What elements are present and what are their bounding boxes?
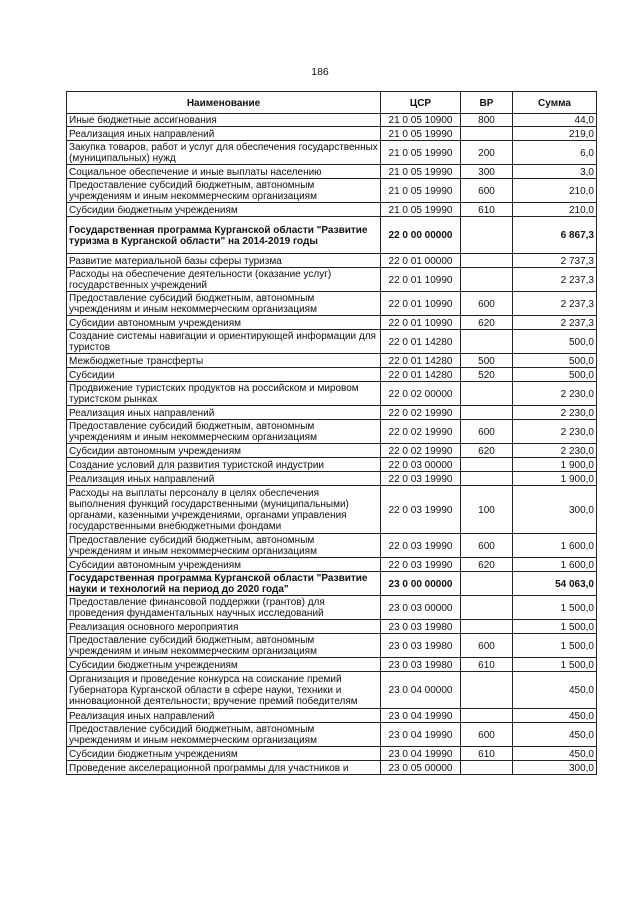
row-csr-cell: 23 0 04 19990 bbox=[381, 747, 461, 761]
row-csr-cell: 23 0 03 19980 bbox=[381, 620, 461, 634]
row-vr-cell bbox=[461, 596, 513, 620]
row-csr-cell: 21 0 05 19990 bbox=[381, 127, 461, 141]
table-row bbox=[67, 354, 597, 368]
table-row bbox=[67, 316, 597, 330]
row-name-cell: Расходы на обеспечение деятельности (оказание услуг) государственных учреждений bbox=[67, 268, 381, 292]
table-row bbox=[67, 268, 597, 292]
table-row bbox=[67, 368, 597, 382]
row-name-cell: Государственная программа Курганской области "Развитие туризма в Курганской области" на 2014-2019 годы bbox=[67, 217, 381, 254]
row-name-cell: Организация и проведение конкурса на соискание премий Губернатора Курганской области в сфере науки, техники и инновационной деятельности; вручение премий победителям bbox=[67, 672, 381, 709]
header-name: Наименование bbox=[67, 92, 381, 114]
table-row bbox=[67, 254, 597, 268]
row-csr-cell: 22 0 01 00000 bbox=[381, 254, 461, 268]
page-number: 186 bbox=[311, 66, 329, 78]
row-vr-cell: 620 bbox=[461, 558, 513, 572]
row-vr-cell: 600 bbox=[461, 534, 513, 558]
table-row bbox=[67, 634, 597, 658]
row-csr-cell: 23 0 04 00000 bbox=[381, 672, 461, 709]
table-body bbox=[67, 114, 597, 775]
budget-table bbox=[66, 91, 597, 775]
row-name-cell: Субсидии бюджетным учреждениям bbox=[67, 747, 381, 761]
row-sum-cell: 500,0 bbox=[513, 330, 597, 354]
header-vr: ВР bbox=[461, 92, 513, 114]
row-vr-cell: 610 bbox=[461, 747, 513, 761]
table-row bbox=[67, 179, 597, 203]
row-sum-cell: 210,0 bbox=[513, 179, 597, 203]
row-vr-cell: 600 bbox=[461, 292, 513, 316]
row-name-cell: Предоставление субсидий бюджетным, автономным учреждениям и иным некоммерческим организациям bbox=[67, 534, 381, 558]
row-sum-cell: 3,0 bbox=[513, 165, 597, 179]
row-name-cell: Предоставление субсидий бюджетным, автономным учреждениям и иным некоммерческим организациям bbox=[67, 179, 381, 203]
row-sum-cell: 450,0 bbox=[513, 672, 597, 709]
table-row bbox=[67, 114, 597, 127]
row-vr-cell bbox=[461, 709, 513, 723]
row-vr-cell bbox=[461, 406, 513, 420]
row-csr-cell: 21 0 05 19990 bbox=[381, 141, 461, 165]
row-name-cell: Реализация иных направлений bbox=[67, 406, 381, 420]
table-row bbox=[67, 620, 597, 634]
table-row bbox=[67, 127, 597, 141]
row-vr-cell bbox=[461, 254, 513, 268]
row-vr-cell bbox=[461, 330, 513, 354]
row-vr-cell bbox=[461, 458, 513, 472]
row-sum-cell: 1 500,0 bbox=[513, 620, 597, 634]
row-name-cell: Реализация основного мероприятия bbox=[67, 620, 381, 634]
row-csr-cell: 21 0 05 19990 bbox=[381, 203, 461, 217]
table-row bbox=[67, 596, 597, 620]
row-sum-cell: 1 900,0 bbox=[513, 458, 597, 472]
row-csr-cell: 22 0 03 19990 bbox=[381, 472, 461, 486]
row-vr-cell: 600 bbox=[461, 723, 513, 747]
row-csr-cell: 22 0 02 19990 bbox=[381, 406, 461, 420]
row-name-cell: Реализация иных направлений bbox=[67, 472, 381, 486]
row-csr-cell: 22 0 01 14280 bbox=[381, 354, 461, 368]
row-vr-cell bbox=[461, 572, 513, 596]
row-sum-cell: 2 230,0 bbox=[513, 382, 597, 406]
row-vr-cell bbox=[461, 672, 513, 709]
row-vr-cell: 620 bbox=[461, 316, 513, 330]
row-name-cell: Государственная программа Курганской области "Развитие науки и технологий на период до 2020 года" bbox=[67, 572, 381, 596]
row-sum-cell: 2 737,3 bbox=[513, 254, 597, 268]
row-sum-cell: 54 063,0 bbox=[513, 572, 597, 596]
row-csr-cell: 22 0 01 10990 bbox=[381, 316, 461, 330]
row-vr-cell bbox=[461, 382, 513, 406]
row-name-cell: Иные бюджетные ассигнования bbox=[67, 114, 381, 127]
table-row bbox=[67, 658, 597, 672]
row-name-cell: Проведение акселерационной программы для участников и bbox=[67, 761, 381, 775]
row-csr-cell: 22 0 01 14280 bbox=[381, 330, 461, 354]
row-csr-cell: 21 0 05 19990 bbox=[381, 179, 461, 203]
table-row bbox=[67, 165, 597, 179]
table-header-row bbox=[67, 92, 597, 114]
row-name-cell: Предоставление субсидий бюджетным, автономным учреждениям и иным некоммерческим организациям bbox=[67, 292, 381, 316]
row-vr-cell bbox=[461, 217, 513, 254]
row-name-cell: Предоставление субсидий бюджетным, автономным учреждениям и иным некоммерческим организациям bbox=[67, 723, 381, 747]
row-vr-cell bbox=[461, 472, 513, 486]
row-sum-cell: 1 900,0 bbox=[513, 472, 597, 486]
row-sum-cell: 2 230,0 bbox=[513, 406, 597, 420]
row-csr-cell: 23 0 03 19980 bbox=[381, 658, 461, 672]
row-name-cell: Субсидии бюджетным учреждениям bbox=[67, 203, 381, 217]
row-vr-cell: 500 bbox=[461, 354, 513, 368]
row-name-cell: Социальное обеспечение и иные выплаты населению bbox=[67, 165, 381, 179]
row-name-cell: Развитие материальной базы сферы туризма bbox=[67, 254, 381, 268]
row-sum-cell: 500,0 bbox=[513, 354, 597, 368]
row-csr-cell: 22 0 03 00000 bbox=[381, 458, 461, 472]
row-sum-cell: 450,0 bbox=[513, 709, 597, 723]
row-csr-cell: 23 0 05 00000 bbox=[381, 761, 461, 775]
table-row bbox=[67, 444, 597, 458]
row-csr-cell: 22 0 01 10990 bbox=[381, 268, 461, 292]
table-row bbox=[67, 572, 597, 596]
table-row bbox=[67, 458, 597, 472]
row-sum-cell: 2 230,0 bbox=[513, 444, 597, 458]
row-sum-cell: 450,0 bbox=[513, 723, 597, 747]
row-vr-cell: 620 bbox=[461, 444, 513, 458]
row-name-cell: Закупка товаров, работ и услуг для обеспечения государственных (муниципальных) нужд bbox=[67, 141, 381, 165]
row-vr-cell: 520 bbox=[461, 368, 513, 382]
row-vr-cell: 610 bbox=[461, 658, 513, 672]
row-sum-cell: 1 600,0 bbox=[513, 558, 597, 572]
table-row bbox=[67, 141, 597, 165]
row-csr-cell: 23 0 03 00000 bbox=[381, 596, 461, 620]
row-csr-cell: 22 0 02 00000 bbox=[381, 382, 461, 406]
row-name-cell: Расходы на выплаты персоналу в целях обеспечения выполнения функций государственными (муниципальными) органами, казенными учреждениями, органами управления государственными внебюджетными фондами bbox=[67, 486, 381, 534]
row-name-cell: Субсидии bbox=[67, 368, 381, 382]
table-row bbox=[67, 486, 597, 534]
row-name-cell: Реализация иных направлений bbox=[67, 709, 381, 723]
row-vr-cell bbox=[461, 620, 513, 634]
row-sum-cell: 300,0 bbox=[513, 761, 597, 775]
row-name-cell: Субсидии автономным учреждениям bbox=[67, 316, 381, 330]
row-name-cell: Реализация иных направлений bbox=[67, 127, 381, 141]
row-sum-cell: 44,0 bbox=[513, 114, 597, 127]
row-csr-cell: 23 0 00 00000 bbox=[381, 572, 461, 596]
row-csr-cell: 22 0 00 00000 bbox=[381, 217, 461, 254]
table-row bbox=[67, 534, 597, 558]
row-name-cell: Субсидии автономным учреждениям bbox=[67, 444, 381, 458]
row-sum-cell: 2 237,3 bbox=[513, 292, 597, 316]
table-row bbox=[67, 558, 597, 572]
table-row bbox=[67, 472, 597, 486]
row-csr-cell: 22 0 02 19990 bbox=[381, 444, 461, 458]
row-sum-cell: 1 500,0 bbox=[513, 658, 597, 672]
row-name-cell: Предоставление субсидий бюджетным, автономным учреждениям и иным некоммерческим организациям bbox=[67, 634, 381, 658]
table-row bbox=[67, 761, 597, 775]
table-row bbox=[67, 747, 597, 761]
row-vr-cell: 200 bbox=[461, 141, 513, 165]
row-sum-cell: 450,0 bbox=[513, 747, 597, 761]
row-vr-cell bbox=[461, 761, 513, 775]
table-row bbox=[67, 723, 597, 747]
row-csr-cell: 21 0 05 10900 bbox=[381, 114, 461, 127]
row-sum-cell: 6,0 bbox=[513, 141, 597, 165]
table-row bbox=[67, 217, 597, 254]
row-vr-cell bbox=[461, 127, 513, 141]
row-name-cell: Создание условий для развития туристской индустрии bbox=[67, 458, 381, 472]
row-sum-cell: 500,0 bbox=[513, 368, 597, 382]
table-row bbox=[67, 672, 597, 709]
row-name-cell: Субсидии бюджетным учреждениям bbox=[67, 658, 381, 672]
row-sum-cell: 210,0 bbox=[513, 203, 597, 217]
row-sum-cell: 1 500,0 bbox=[513, 596, 597, 620]
row-sum-cell: 6 867,3 bbox=[513, 217, 597, 254]
table-row bbox=[67, 382, 597, 406]
row-vr-cell: 100 bbox=[461, 486, 513, 534]
row-csr-cell: 22 0 03 19990 bbox=[381, 486, 461, 534]
row-csr-cell: 23 0 04 19990 bbox=[381, 723, 461, 747]
row-csr-cell: 22 0 03 19990 bbox=[381, 558, 461, 572]
row-csr-cell: 22 0 01 14280 bbox=[381, 368, 461, 382]
row-sum-cell: 2 237,3 bbox=[513, 268, 597, 292]
row-name-cell: Субсидии автономным учреждениям bbox=[67, 558, 381, 572]
row-vr-cell: 300 bbox=[461, 165, 513, 179]
row-csr-cell: 23 0 03 19980 bbox=[381, 634, 461, 658]
row-csr-cell: 22 0 03 19990 bbox=[381, 534, 461, 558]
row-vr-cell: 600 bbox=[461, 634, 513, 658]
row-name-cell: Предоставление финансовой поддержки (грантов) для проведения фундаментальных научных исследований bbox=[67, 596, 381, 620]
row-vr-cell bbox=[461, 268, 513, 292]
row-sum-cell: 1 600,0 bbox=[513, 534, 597, 558]
row-vr-cell: 610 bbox=[461, 203, 513, 217]
header-csr: ЦСР bbox=[381, 92, 461, 114]
row-sum-cell: 2 230,0 bbox=[513, 420, 597, 444]
table-row bbox=[67, 406, 597, 420]
row-csr-cell: 21 0 05 19990 bbox=[381, 165, 461, 179]
row-name-cell: Предоставление субсидий бюджетным, автономным учреждениям и иным некоммерческим организациям bbox=[67, 420, 381, 444]
row-sum-cell: 219,0 bbox=[513, 127, 597, 141]
row-csr-cell: 22 0 02 19990 bbox=[381, 420, 461, 444]
row-sum-cell: 300,0 bbox=[513, 486, 597, 534]
row-vr-cell: 600 bbox=[461, 179, 513, 203]
row-sum-cell: 1 500,0 bbox=[513, 634, 597, 658]
table-row bbox=[67, 709, 597, 723]
row-vr-cell: 600 bbox=[461, 420, 513, 444]
row-name-cell: Продвижение туристских продуктов на российском и мировом туристском рынках bbox=[67, 382, 381, 406]
table-row bbox=[67, 292, 597, 316]
row-vr-cell: 800 bbox=[461, 114, 513, 127]
row-name-cell: Межбюджетные трансферты bbox=[67, 354, 381, 368]
row-name-cell: Создание системы навигации и ориентирующей информации для туристов bbox=[67, 330, 381, 354]
row-csr-cell: 23 0 04 19990 bbox=[381, 709, 461, 723]
table-row bbox=[67, 330, 597, 354]
header-sum: Сумма bbox=[513, 92, 597, 114]
row-csr-cell: 22 0 01 10990 bbox=[381, 292, 461, 316]
table-row bbox=[67, 203, 597, 217]
row-sum-cell: 2 237,3 bbox=[513, 316, 597, 330]
table-row bbox=[67, 420, 597, 444]
